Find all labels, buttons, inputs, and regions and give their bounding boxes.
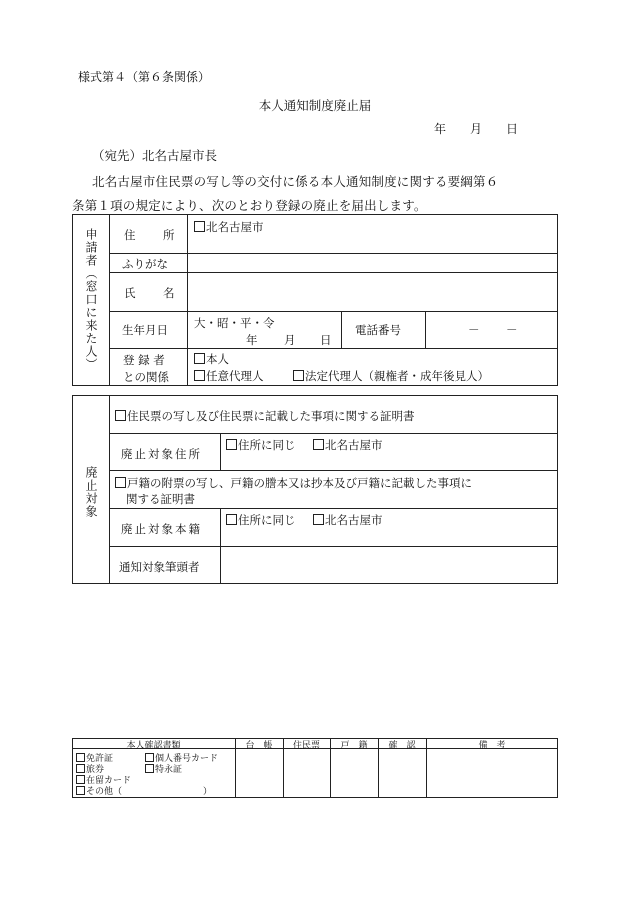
row-line-4 (109, 348, 558, 349)
doc-other-text: その他（ ） (86, 787, 213, 797)
residence-cert-text: 住民票の写し及び住民票に記載した事項に関する証明書 (127, 409, 415, 423)
doc-special-option[interactable] (145, 762, 182, 775)
head-field[interactable] (223, 549, 555, 582)
remarks-header: 備 考 (478, 741, 506, 751)
doc-license-text: 免許証 (86, 754, 114, 764)
head-label: 通知対象筆頭者 (119, 560, 200, 574)
residence-same-text: 住所に同じ (238, 438, 296, 452)
form-number: 様式第４（第６条関係） (78, 70, 211, 84)
date-month-label: 月 (470, 122, 483, 136)
body-text-line-2: 条第１項の規定により、次のとおり登録の廃止を届出します。 (72, 198, 427, 213)
row-line-3 (109, 311, 558, 312)
residence-same-checkbox[interactable] (226, 439, 237, 450)
dob-year-label: 年 (246, 333, 258, 347)
form-title: 本人通知制度廃止届 (258, 98, 372, 113)
family-cert-option[interactable] (115, 475, 472, 491)
residence-city-checkbox[interactable] (313, 439, 324, 450)
family-header: 戸 籍 (340, 741, 368, 751)
family-cert-text-1: 戸籍の附票の写し、戸籍の謄本又は抄本及び戸籍に記載した事項に (127, 476, 472, 490)
doc-special-checkbox[interactable] (145, 764, 154, 773)
phone-dash-2: － (506, 323, 518, 337)
target-row-line-3 (109, 508, 558, 509)
dob-day-label: 日 (320, 333, 332, 347)
registry-same-option[interactable] (226, 512, 296, 528)
residence-address-label: 廃止対象住所 (121, 447, 202, 461)
residence-same-option[interactable] (226, 437, 296, 453)
target-row-line-1 (109, 433, 558, 434)
target-row-line-2 (109, 470, 558, 471)
registry-label: 廃止対象本籍 (121, 522, 202, 536)
phone-field[interactable] (428, 313, 554, 346)
phone-label: 電話番号 (355, 323, 401, 337)
residence-cert-checkbox[interactable] (115, 410, 126, 421)
submission-date (434, 120, 518, 137)
family-cert-checkbox[interactable] (115, 477, 126, 488)
target-label-divider-1 (220, 433, 221, 470)
target-row-line-4 (109, 546, 558, 547)
doc-residence-card-text: 在留カード (86, 776, 132, 786)
addressee: （宛先）北名古屋市長 (92, 148, 218, 163)
relation-self-checkbox[interactable] (194, 353, 205, 364)
doc-mynumber-text: 個人番号カード (155, 754, 219, 764)
doc-mynumber-checkbox[interactable] (145, 753, 154, 762)
address-city-checkbox[interactable] (194, 221, 205, 232)
phone-dash-1: － (468, 323, 480, 337)
id-docs-header: 本人確認書類 (126, 741, 181, 751)
doc-other-option[interactable] (76, 784, 212, 797)
registry-same-text: 住所に同じ (238, 513, 296, 527)
row-line-1 (109, 253, 558, 254)
date-year-label: 年 (434, 122, 447, 136)
relation-legal-checkbox[interactable] (293, 370, 304, 381)
doc-special-text: 特永証 (155, 765, 183, 775)
body-text-line-1: 北名古屋市住民票の写し等の交付に係る本人通知制度に関する要綱第６ (92, 174, 499, 189)
family-cert-text-2: 関する証明書 (126, 492, 195, 506)
relation-legal-option[interactable] (293, 368, 489, 384)
relation-label-2: との関係 (123, 370, 169, 384)
relation-voluntary-option[interactable] (194, 368, 264, 384)
registry-city-text: 北名古屋市 (325, 513, 383, 527)
furigana-label: ふりがな (122, 257, 168, 271)
doc-residence-card-checkbox[interactable] (76, 775, 85, 784)
relation-legal-text: 法定代理人（親権者・成年後見人） (305, 369, 489, 383)
registry-city-checkbox[interactable] (313, 514, 324, 525)
phone-label-divider (425, 311, 426, 348)
target-label-divider-2 (220, 508, 221, 584)
era-options[interactable]: 大・昭・平・令 (194, 316, 275, 330)
relation-self-option[interactable] (194, 351, 229, 367)
confirm-header: 確 認 (388, 741, 416, 751)
furigana-field[interactable] (190, 255, 554, 271)
date-day-label: 日 (506, 122, 519, 136)
target-side-label: 廃止対象 (84, 466, 98, 518)
doc-license-checkbox[interactable] (76, 753, 85, 762)
name-field[interactable] (190, 274, 554, 308)
address-label: 住 所 (124, 228, 183, 242)
target-side-divider (109, 395, 110, 584)
address-city-text: 北名古屋市 (206, 220, 264, 234)
resident-header: 住民票 (292, 741, 320, 751)
relation-label-1: 登 録 者 (123, 353, 165, 367)
dob-label: 生年月日 (122, 323, 168, 337)
dob-phone-divider (341, 311, 342, 348)
relation-voluntary-checkbox[interactable] (194, 370, 205, 381)
applicant-label-divider (187, 214, 188, 386)
relation-voluntary-text: 任意代理人 (206, 369, 264, 383)
doc-passport-checkbox[interactable] (76, 764, 85, 773)
relation-self-text: 本人 (206, 352, 229, 366)
name-label: 氏 名 (124, 286, 183, 300)
row-line-2 (109, 272, 558, 273)
registry-same-checkbox[interactable] (226, 514, 237, 525)
applicant-side-divider (109, 214, 110, 386)
residence-city-option[interactable] (313, 437, 383, 453)
applicant-side-label: 申請者（窓口に来た人） (84, 228, 98, 371)
dob-month-label: 月 (284, 333, 296, 347)
residence-cert-option[interactable] (115, 408, 415, 424)
ledger-header: 台 帳 (245, 741, 273, 751)
address-field[interactable] (194, 219, 264, 235)
doc-passport-text: 旅券 (86, 765, 105, 775)
registry-city-option[interactable] (313, 512, 383, 528)
residence-city-text: 北名古屋市 (325, 438, 383, 452)
doc-other-checkbox[interactable] (76, 786, 85, 795)
